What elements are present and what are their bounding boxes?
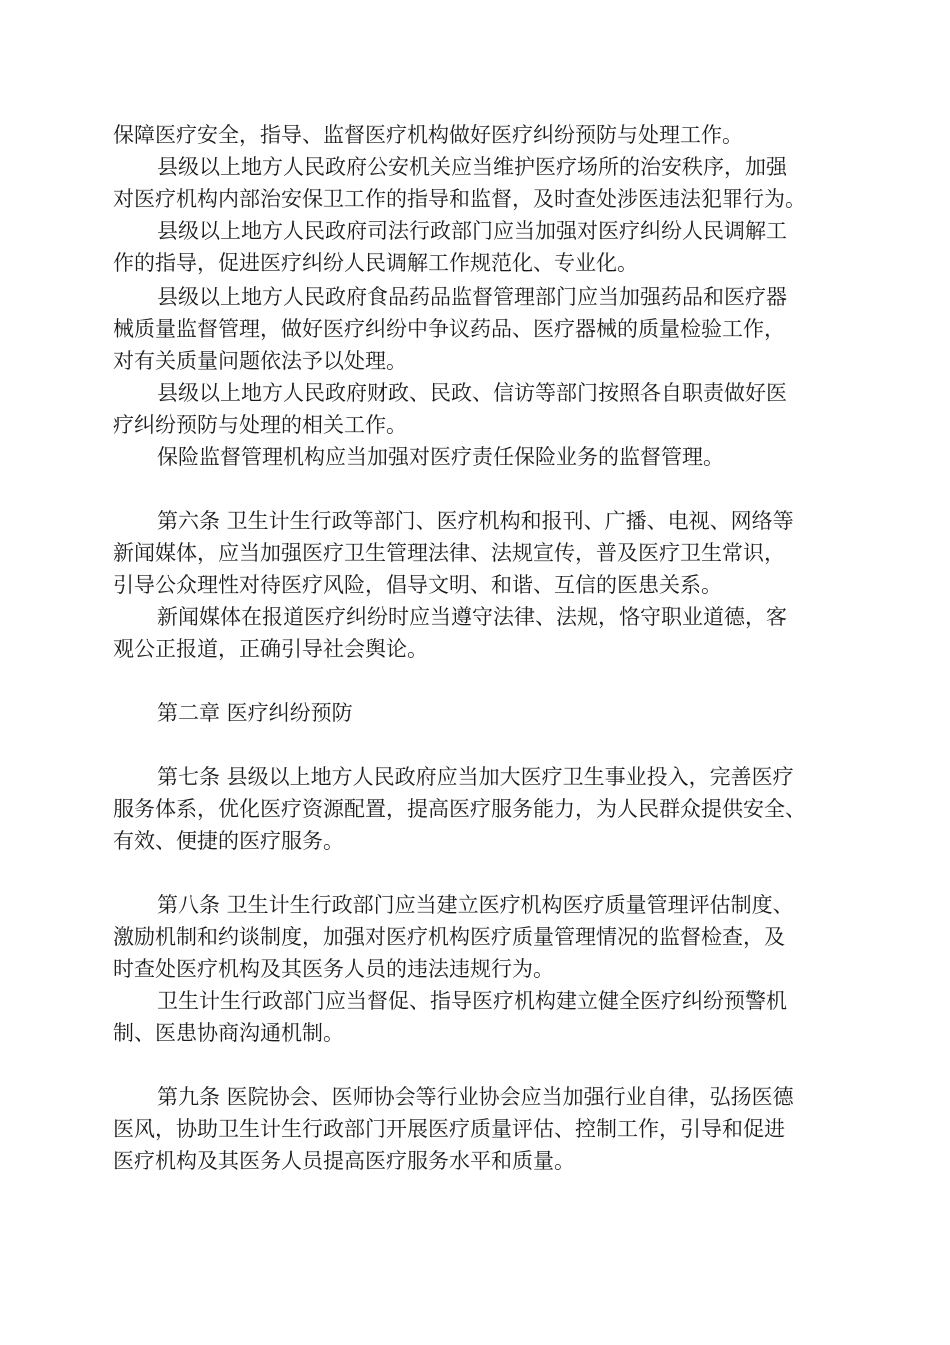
text-line: 对有关质量问题依法予以处理。: [113, 349, 407, 373]
article-8-heading: 第八条 卫生计生行政部门应当建立医疗机构医疗质量管理评估制度、: [157, 893, 794, 917]
text-line: 保障医疗安全，指导、监督医疗机构做好医疗纠纷预防与处理工作。: [113, 123, 743, 147]
text-line: 械质量监督管理，做好医疗纠纷中争议药品、医疗器械的质量检验工作，: [113, 317, 785, 341]
text-line: 医风，协助卫生计生行政部门开展医疗质量评估、控制工作，引导和促进: [113, 1117, 785, 1141]
article-9-heading: 第九条 医院协会、医师协会等行业协会应当加强行业自律，弘扬医德: [157, 1085, 794, 1109]
text-line: 引导公众理性对待医疗风险，倡导文明、和谐、互信的医患关系。: [113, 573, 722, 597]
text-line: 疗纠纷预防与处理的相关工作。: [113, 413, 407, 437]
text-line: 县级以上地方人民政府食品药品监督管理部门应当加强药品和医疗器: [157, 285, 787, 309]
text-line: 作的指导，促进医疗纠纷人民调解工作规范化、专业化。: [113, 251, 638, 275]
text-line: 县级以上地方人民政府司法行政部门应当加强对医疗纠纷人民调解工: [157, 219, 787, 243]
text-line: 卫生计生行政部门应当督促、指导医疗机构建立健全医疗纠纷预警机: [157, 989, 787, 1013]
text-line: 时查处医疗机构及其医务人员的违法违规行为。: [113, 957, 554, 981]
text-line: 县级以上地方人民政府财政、民政、信访等部门按照各自职责做好医: [157, 381, 787, 405]
article-7-heading: 第七条 县级以上地方人民政府应当加大医疗卫生事业投入，完善医疗: [157, 765, 794, 789]
text-line: 新闻媒体在报道医疗纠纷时应当遵守法律、法规，恪守职业道德，客: [157, 605, 787, 629]
text-line: 保险监督管理机构应当加强对医疗责任保险业务的监督管理。: [157, 445, 724, 469]
article-6-heading: 第六条 卫生计生行政等部门、医疗机构和报刊、广播、电视、网络等: [157, 509, 794, 533]
text-line: 制、医患协商沟通机制。: [113, 1021, 344, 1045]
text-line: 观公正报道，正确引导社会舆论。: [113, 637, 428, 661]
text-line: 新闻媒体，应当加强医疗卫生管理法律、法规宣传，普及医疗卫生常识，: [113, 541, 785, 565]
text-line: 有效、便捷的医疗服务。: [113, 829, 344, 853]
text-line: 县级以上地方人民政府公安机关应当维护医疗场所的治安秩序，加强: [157, 155, 787, 179]
text-line: 激励机制和约谈制度，加强对医疗机构医疗质量管理情况的监督检查，及: [113, 925, 785, 949]
text-line: 服务体系，优化医疗资源配置，提高医疗服务能力，为人民群众提供安全、: [113, 797, 806, 821]
chapter-heading: 第二章 医疗纠纷预防: [157, 701, 353, 725]
text-line: 医疗机构及其医务人员提高医疗服务水平和质量。: [113, 1149, 575, 1173]
text-line: 对医疗机构内部治安保卫工作的指导和监督，及时查处涉医违法犯罪行为。: [113, 187, 806, 211]
